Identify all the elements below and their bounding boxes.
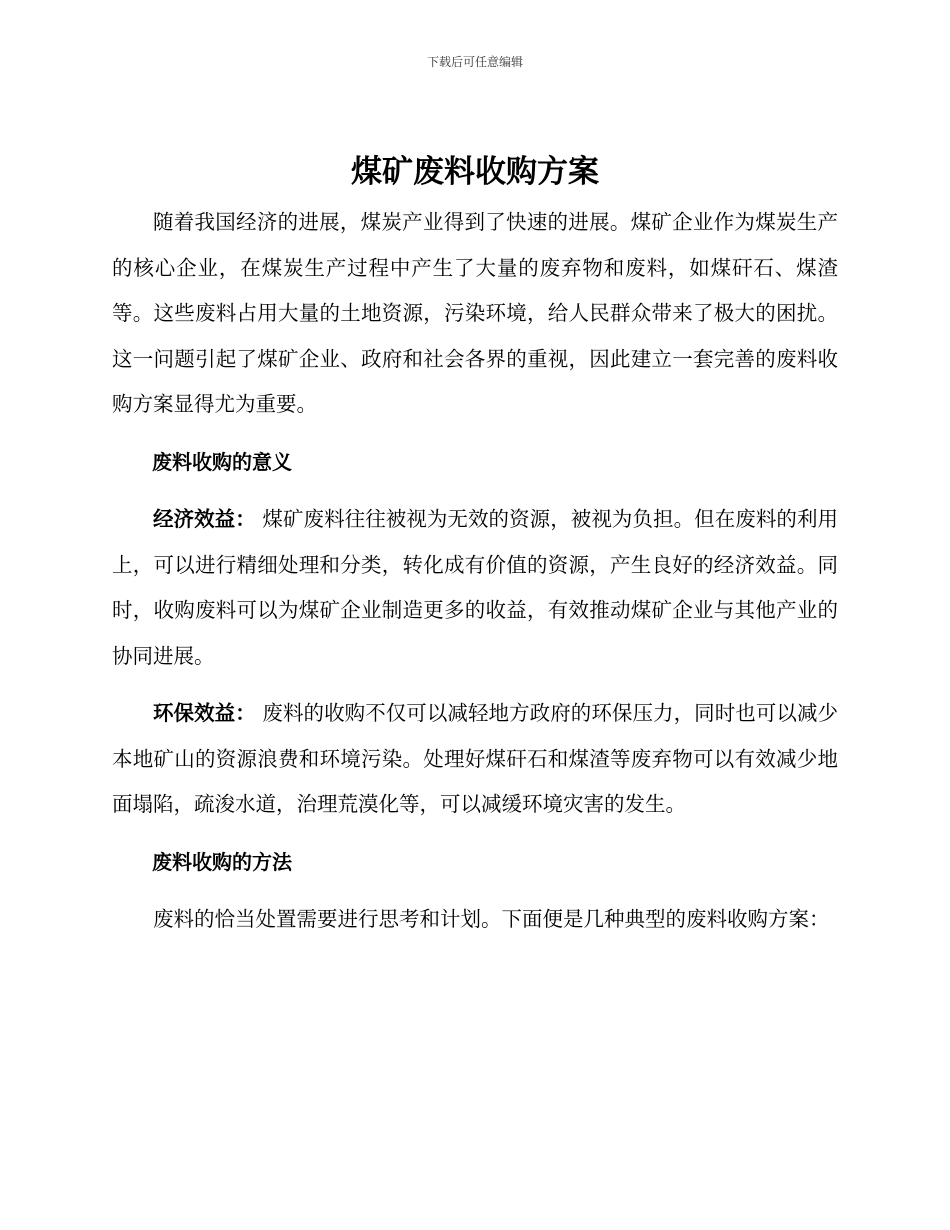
intro-paragraph: 随着我国经济的进展，煤炭产业得到了快速的进展。煤矿企业作为煤炭生产的核心企业，在煤炭生产过程中产生了大量的废弃物和废料，如煤矸石、煤渣等。这些废料占用大量的土地资源，污染环境，给人民群众带来了极大的困扰。这一问题引起了煤矿企业、政府和社会各界的重视，因此建立一套完善的废料收购方案显得尤为重要。 bbox=[112, 210, 838, 416]
document-title: 煤矿废料收购方案 bbox=[351, 154, 599, 190]
economic-benefit-text: 煤矿废料往往被视为无效的资源，被视为负担。但在废料的利用上，可以进行精细处理和分类，转化成有价值的资源，产生良好的经济效益。同时，收购废料可以为煤矿企业制造更多的收益，有效推动煤矿企业与其他产业的协同进展。 bbox=[112, 507, 839, 668]
section-heading-methods: 废料收购的方法 bbox=[152, 849, 292, 874]
document-body bbox=[112, 200, 838, 943]
environmental-benefit-paragraph bbox=[112, 691, 838, 828]
environmental-benefit-label: 环保效益： bbox=[153, 701, 256, 725]
page-header-note: 下载后可任意编辑 bbox=[426, 55, 523, 69]
methods-paragraph: 废料的恰当处置需要进行思考和计划。下面便是几种典型的废料收购方案： bbox=[153, 907, 830, 931]
section-heading-significance: 废料收购的意义 bbox=[152, 449, 292, 474]
economic-benefit-label: 经济效益： bbox=[153, 507, 256, 531]
environmental-benefit-text: 废料的收购不仅可以减轻地方政府的环保压力，同时也可以减少本地矿山的资源浪费和环境污染。处理好煤矸石和煤渣等废弃物可以有效减少地面塌陷，疏浚水道，治理荒漠化等，可以减缓环境灾害的发生。 bbox=[112, 701, 839, 816]
economic-benefit-paragraph bbox=[112, 497, 838, 679]
